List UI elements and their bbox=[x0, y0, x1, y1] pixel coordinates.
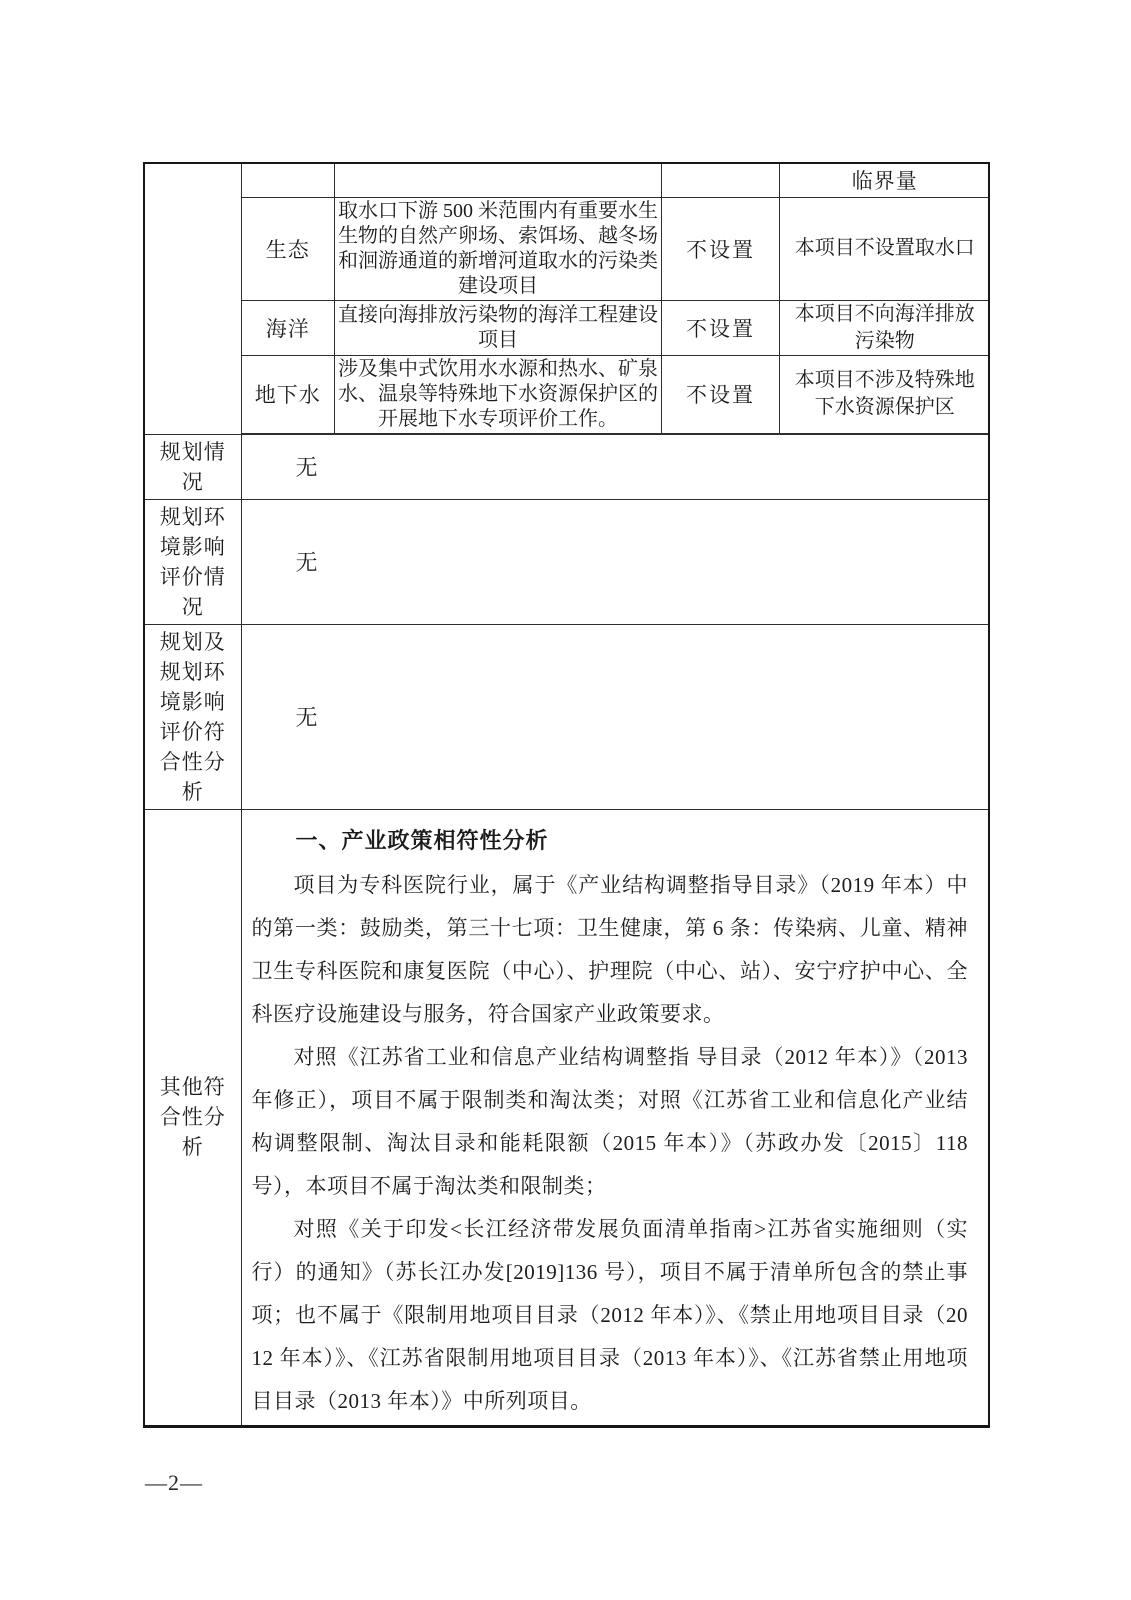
industry-policy-heading: 一、产业政策相符性分析 bbox=[295, 827, 549, 853]
screening-row-groundwater bbox=[242, 355, 990, 433]
screening-subtable bbox=[242, 164, 990, 434]
screening-row-ocean bbox=[242, 300, 990, 355]
screening-setting: 不设置 bbox=[662, 300, 780, 355]
analysis-paragraph: 对照《江苏省工业和信息产业结构调整指 导目录（2012 年本）》（2013 年修正），项目不属于限制类和淘汰类；对照《江苏省工业和信息化产业结构调整限制、淘汰目录和能耗限额（2015 年本）》（苏政办发〔2015〕118 号），本项目不属于淘汰类和限制类； bbox=[251, 1044, 968, 1198]
screening-conclusion: 本项目不设置取水口 bbox=[780, 197, 990, 300]
screening-conclusion: 本项目不涉及特殊地下水资源保护区 bbox=[780, 355, 990, 433]
screening-category: 地下水 bbox=[242, 355, 335, 433]
analysis-paragraph: 项目为专科医院行业，属于《产业结构调整指导目录》（2019 年本）中的第一类：鼓励类，第三十七项：卫生健康，第 6 条：传染病、儿童、精神卫生专科医院和康复医院（中心）、护理院（中心、站）、安宁疗护中心、全科医疗设施建设与服务，符合国家产业政策要求。 bbox=[251, 872, 968, 1026]
screening-header-row bbox=[242, 164, 990, 197]
screening-description: 取水口下游 500 米范围内有重要水生生物的自然产卵场、索饵场、越冬场和洄游通道的新增河道取水的污染类建设项目 bbox=[335, 197, 662, 300]
screening-header-empty-cell bbox=[242, 164, 335, 197]
planning-conformity-row bbox=[144, 624, 989, 809]
row-label-planning-status: 规划情况 bbox=[144, 434, 241, 499]
screening-header-threshold: 临界量 bbox=[780, 164, 990, 197]
screening-description: 涉及集中式饮用水水源和热水、矿泉水、温泉等特殊地下水资源保护区的开展地下水专项评价工作。 bbox=[335, 355, 662, 433]
screening-block-row bbox=[144, 163, 989, 434]
planning-status-row bbox=[144, 434, 989, 499]
other-conformity-content bbox=[241, 809, 989, 1426]
page-number: —2— bbox=[145, 1470, 203, 1495]
planning-eia-status-value: 无 bbox=[241, 499, 989, 624]
screening-row-ecology bbox=[242, 197, 990, 300]
screening-category: 生态 bbox=[242, 197, 335, 300]
screening-setting: 不设置 bbox=[662, 197, 780, 300]
planning-eia-status-row bbox=[144, 499, 989, 624]
planning-conformity-value: 无 bbox=[241, 624, 989, 809]
screening-header-empty-cell bbox=[335, 164, 662, 197]
row-label-planning-conformity: 规划及规划环境影响评价符合性分析 bbox=[144, 624, 241, 809]
screening-category: 海洋 bbox=[242, 300, 335, 355]
planning-status-value: 无 bbox=[241, 434, 989, 499]
screening-subtable-cell bbox=[241, 163, 989, 434]
carryover-label-cell bbox=[144, 163, 241, 434]
screening-conclusion: 本项目不向海洋排放污染物 bbox=[780, 300, 990, 355]
screening-header-empty-cell bbox=[662, 164, 780, 197]
eia-form-table bbox=[143, 162, 990, 1428]
screening-description: 直接向海排放污染物的海洋工程建设项目 bbox=[335, 300, 662, 355]
other-conformity-row bbox=[144, 809, 989, 1426]
row-label-planning-eia-status: 规划环境影响评价情况 bbox=[144, 499, 241, 624]
screening-setting: 不设置 bbox=[662, 355, 780, 433]
analysis-paragraph: 对照《关于印发<长江经济带发展负面清单指南>江苏省实施细则（实行）的通知》（苏长江办发[2019]136 号），项目不属于清单所包含的禁止事项；也不属于《限制用地项目目录（2012 年本）》、《禁止用地项目目录（2012 年本）》、《江苏省限制用地项目目录（2013 年本）》、《江苏省禁止用地项目目录（2013 年本）》中所列项目。 bbox=[251, 1216, 968, 1413]
row-label-other-conformity: 其他符合性分析 bbox=[144, 809, 241, 1426]
